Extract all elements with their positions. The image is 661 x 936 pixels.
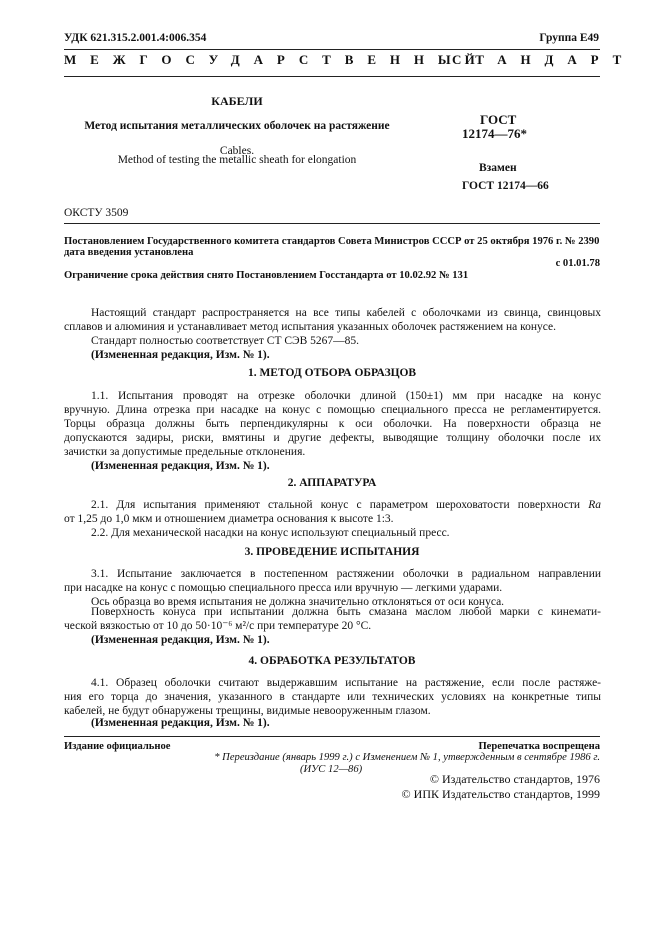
- section-2-text: 2.1. Для испытания применяют стальной конус с параметром шероховатости поверхности: [91, 499, 589, 511]
- section-2-line: [91, 498, 601, 512]
- section-1-line: вручную. Длина отрезка при насадке на конус с помощью специального пресса не регламентируется.: [64, 404, 601, 416]
- title-ru: КАБЕЛИ: [211, 94, 263, 108]
- gost-number: 12174—76*: [462, 126, 527, 141]
- section-3-line: при насадке на конус с помощью специального пресса или вручную — легкими ударами.: [64, 582, 503, 594]
- amendment-note: (Измененная редакция, Изм. № 1).: [91, 349, 270, 361]
- section-1-line: допускаются задиры, риски, вмятины и другие дефекты, выводящие толщину оболочки после их: [64, 432, 601, 444]
- title-en: Cables.: [219, 145, 255, 157]
- amendment-note: (Измененная редакция, Изм. № 1).: [91, 460, 270, 472]
- top-rule: [64, 49, 600, 50]
- section-3-line: ческой вязкостью от 10 до 50·10⁻⁶ м²/с при температуре 20 °С.: [64, 620, 372, 632]
- reprint-notice: Перепечатка воспрещена: [478, 741, 600, 752]
- replaces-standard: ГОСТ 12174—66: [462, 180, 549, 192]
- section-1-line: Торцы образца должны быть перпендикулярны к оси оболочки. На поверхности образца не: [64, 418, 601, 430]
- official-edition: Издание официальное: [64, 741, 171, 752]
- section-4-heading: 4. ОБРАБОТКА РЕЗУЛЬТАТОВ: [248, 655, 416, 667]
- group-code: Группа Е49: [539, 32, 599, 44]
- section-1-heading: 1. МЕТОД ОТБОРА ОБРАЗЦОВ: [247, 367, 417, 379]
- udk-code: УДК 621.315.2.001.4:006.354: [64, 32, 207, 44]
- section-4-line: кабелей, не будут обнаружены трещины, видимые невооруженным глазом.: [64, 705, 431, 717]
- limit-note: Ограничение срока действия снято Постановлением Госстандарта от 10.02.92 № 131: [64, 270, 469, 281]
- section-2-line: 2.2. Для механической насадки на конус используют специальный пресс.: [91, 527, 450, 539]
- ius-note: (ИУС 12—86): [300, 764, 363, 775]
- section-3-line: Ось образца во время испытания не должна значительно отклоняться от оси конуса.: [91, 596, 505, 608]
- copyright-1976: © Издательство стандартов, 1976: [429, 772, 600, 786]
- section-2-line: от 1,25 до 1,0 мкм и отношением диаметра основания к высоте 1:3.: [64, 513, 394, 525]
- amendment-note: (Измененная редакция, Изм. № 1).: [91, 634, 270, 646]
- decree-line-2: дата введения установлена: [64, 247, 194, 258]
- amendment-note: (Измененная редакция, Изм. № 1).: [91, 717, 270, 729]
- section-2-heading: 2. АППАРАТУРА: [287, 477, 377, 489]
- section-3-line: Поверхность конуса при испытании должна быть смазана маслом любой марки с кинемати-: [91, 606, 601, 618]
- intro-line: сплавов и алюминия и устанавливает метод испытания указанных оболочек растяжением на конусе.: [64, 321, 556, 333]
- footer-rule: [64, 736, 600, 737]
- banner-rule: [64, 76, 600, 77]
- replaces-label: Взамен: [479, 162, 517, 174]
- okstu-code: ОКСТУ 3509: [64, 207, 129, 219]
- section-4-line: 4.1. Образец оболочки считают выдержавшим испытание на растяжение, если после растяже-: [91, 677, 601, 689]
- decree-line-1: Постановлением Государственного комитета стандартов Совета Министров СССР от 25 октября 1976 г. № 2390: [64, 236, 600, 247]
- intro-line: Стандарт полностью соответствует СТ СЭВ 5267—85.: [91, 335, 360, 347]
- section-4-line: ния его торца до значения, указанного в стандарте или технических условиях на конкретные типы: [64, 691, 601, 703]
- banner-left: МЕЖГОСУДАРСТВЕННЫЙ: [64, 52, 489, 67]
- section-1-line: зачистки за допустимые предельные отклонения.: [64, 446, 306, 458]
- section-1-line: 1.1. Испытания проводят на отрезке оболочки длиной (150±1) мм при насадке на конус: [91, 390, 601, 402]
- section-3-line: 3.1. Испытание заключается в постепенном растяжении оболочки в радиальном направлении: [91, 568, 601, 580]
- effective-date: с 01.01.78: [555, 258, 600, 269]
- copyright-1999: © ИПК Издательство стандартов, 1999: [401, 787, 600, 801]
- meta-rule: [64, 223, 600, 224]
- title-en-subtitle: Method of testing the metallic sheath for elongation: [117, 154, 357, 166]
- banner-right: СТАНДАРТ: [452, 52, 636, 67]
- gost-label: ГОСТ: [480, 112, 517, 127]
- reissue-note: * Переиздание (январь 1999 г.) с Изменением № 1, утвержденным в сентябре 1986 г.: [214, 752, 600, 763]
- roughness-symbol: Ra: [588, 499, 601, 511]
- section-3-heading: 3. ПРОВЕДЕНИЕ ИСПЫТАНИЯ: [244, 546, 420, 558]
- title-ru-subtitle: Метод испытания металлических оболочек на растяжение: [84, 120, 390, 132]
- intro-line: Настоящий стандарт распространяется на все типы кабелей с оболочками из свинца, свинцовых: [91, 307, 601, 319]
